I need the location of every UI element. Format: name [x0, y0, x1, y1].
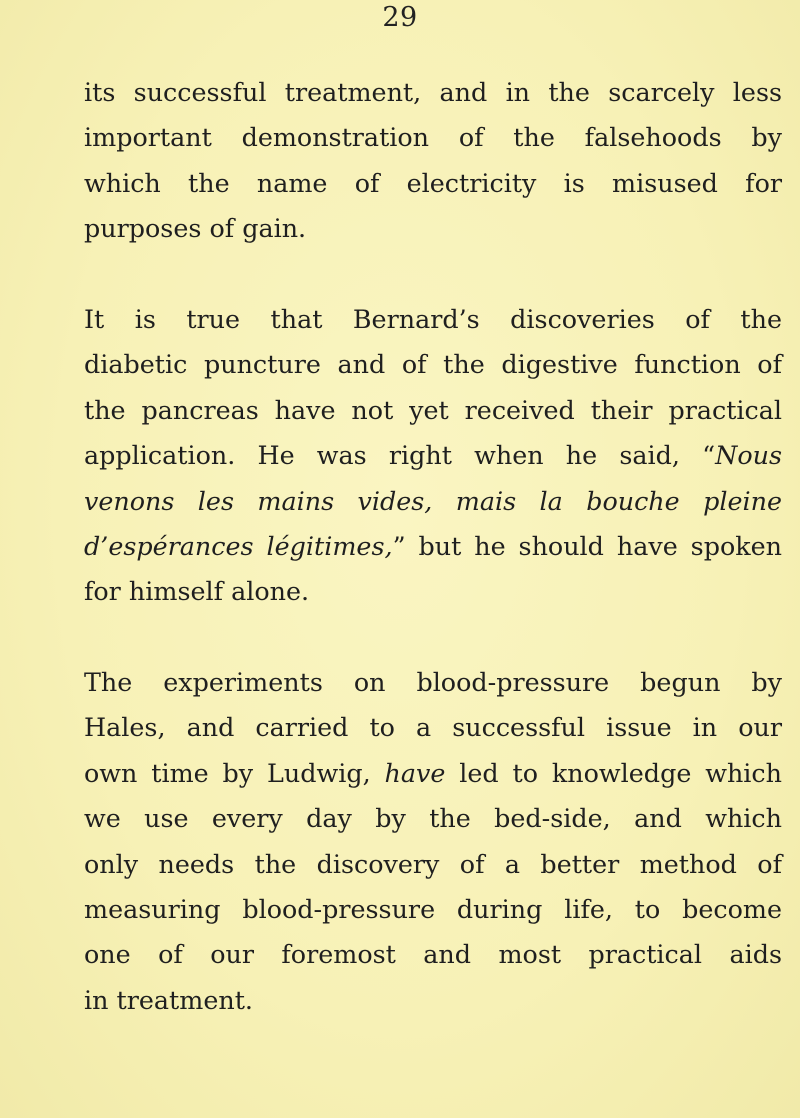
text-run: ” but he should have spoken: [392, 530, 782, 561]
text-line: [84, 705, 782, 750]
text-run: led to knowledge which: [445, 757, 782, 788]
text-run: purposes of gain.: [84, 213, 307, 244]
text-line: [84, 524, 782, 569]
text-line: [84, 887, 782, 932]
text-line: [84, 342, 782, 387]
page-number: 29: [382, 2, 418, 33]
text-run: we use every day by the bed-side, and which: [84, 803, 782, 834]
text-run: which the name of electricity is misused for: [84, 167, 782, 198]
text-line: [84, 796, 782, 841]
text-line: [84, 978, 782, 1023]
body-text: [84, 70, 782, 1023]
italic-text-run: have: [384, 757, 446, 788]
text-line: [84, 70, 782, 115]
text-line: [84, 842, 782, 887]
text-run: for himself alone.: [84, 576, 310, 607]
text-run: Hales, and carried to a successful issue in our: [84, 712, 782, 743]
text-run: It is true that Bernard’s discoveries of the: [84, 303, 782, 334]
italic-text-run: Nous: [715, 440, 782, 471]
text-run: only needs the discovery of a better method of: [84, 848, 782, 879]
paragraph-gap: [84, 615, 782, 660]
text-run: in treatment.: [84, 984, 253, 1015]
text-line: [84, 569, 782, 614]
italic-text-run: d’espérances légitimes,: [84, 530, 393, 561]
text-run: its successful treatment, and in the scarcely less: [84, 77, 782, 107]
text-line: [84, 161, 782, 206]
text-line: [84, 297, 782, 342]
text-line: [84, 206, 782, 251]
text-run: important demonstration of the falsehoods by: [84, 122, 782, 153]
text-run: the pancreas have not yet received their practical: [84, 394, 782, 425]
text-line: [84, 115, 782, 160]
text-run: application. He was right when he said, “: [84, 440, 716, 471]
text-line: [84, 660, 782, 705]
text-run: one of our foremost and most practical aids: [84, 939, 782, 970]
text-line: [84, 433, 782, 478]
text-run: diabetic puncture and of the digestive function of: [84, 349, 782, 380]
text-run: The experiments on blood-pressure begun by: [84, 667, 782, 698]
text-line: [84, 479, 782, 524]
text-run: own time by Ludwig,: [84, 757, 385, 788]
text-line: [84, 751, 782, 796]
italic-text-run: venons les mains vides, mais la bouche pleine: [84, 485, 782, 516]
paragraph-gap: [84, 252, 782, 297]
text-run: measuring blood-pressure during life, to become: [84, 894, 782, 925]
text-line: [84, 388, 782, 433]
text-line: [84, 932, 782, 977]
